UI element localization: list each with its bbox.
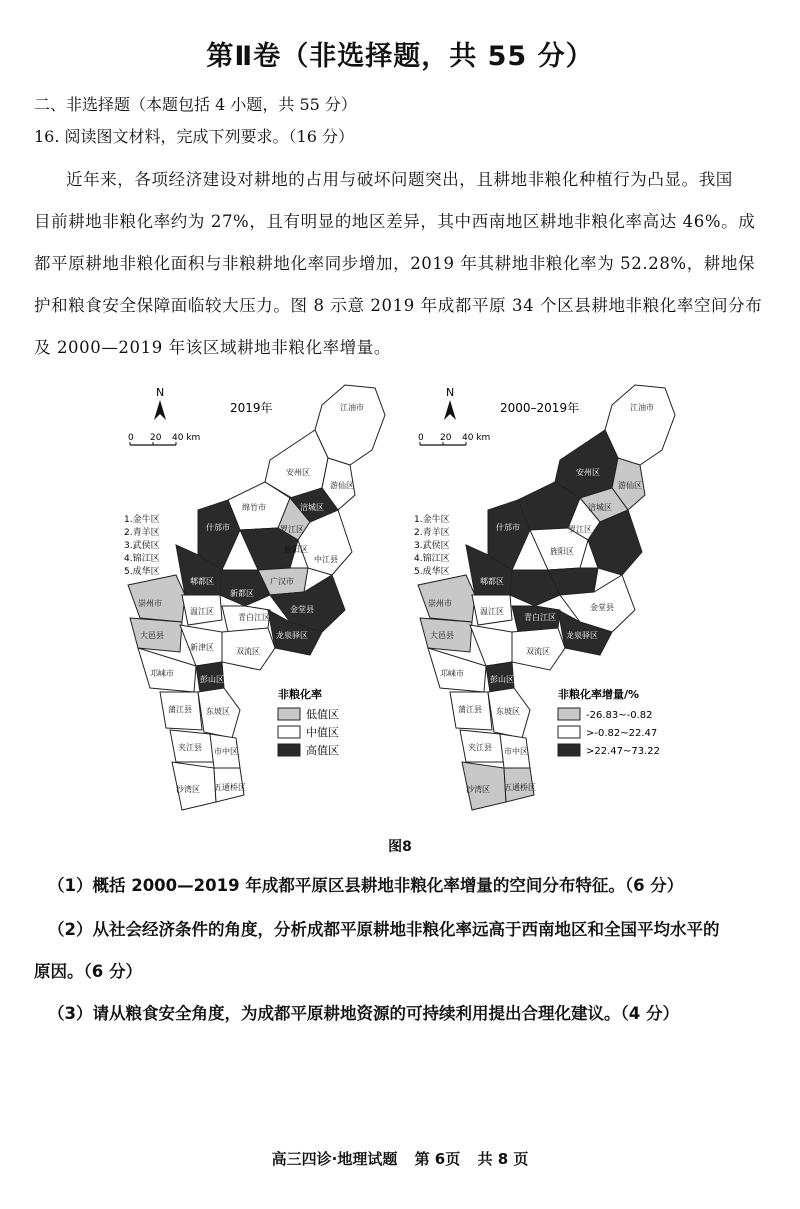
- passage-line: 都平原耕地非粮化面积与非粮耕地化率同步增加，2019 年其耕地非粮化率为 52.28%，耕地保: [34, 254, 756, 273]
- region-label: 崇州市: [428, 599, 452, 608]
- part-heading: 二、非选择题（本题包括 4 小题，共 55 分）: [34, 95, 357, 114]
- region-label: 绵竹市: [242, 503, 266, 512]
- region-label: 沙湾区: [176, 785, 200, 794]
- map-title: 2019年: [230, 401, 273, 415]
- left-map: [124, 385, 385, 810]
- region-label: 中江县: [314, 555, 338, 564]
- district-list-item: 3.武侯区: [124, 541, 160, 551]
- district-list-item: 1.金牛区: [124, 515, 160, 525]
- district-list-item: 5.成华区: [124, 567, 160, 577]
- legend-label: -26.83~-0.82: [586, 710, 653, 721]
- map-title: 2000–2019年: [500, 401, 580, 415]
- region-label: 温江区: [190, 607, 214, 616]
- region-label: 龙泉驿区: [276, 631, 308, 640]
- region-label: 邛崃市: [150, 669, 174, 678]
- legend-swatch-low: [278, 708, 300, 720]
- region-label: 新津区: [190, 643, 214, 652]
- scale-end: 40 km: [172, 433, 201, 443]
- page-footer: [0, 1148, 800, 1169]
- district-list-item: 2.青羊区: [414, 528, 450, 538]
- region-label: 涪城区: [588, 503, 612, 512]
- region-label: 郫都区: [190, 577, 214, 586]
- region-label: 大邑县: [140, 631, 164, 640]
- sub-question-2: （2）从社会经济条件的角度，分析成都平原耕地非粮化率远高于西南地区和全国平均水平的: [48, 920, 720, 939]
- region-label: 什邡市: [206, 523, 230, 532]
- question-heading: 16. 阅读图文材料，完成下列要求。（16 分）: [34, 127, 354, 146]
- right-map: [414, 385, 675, 810]
- region-label: 罗江区: [280, 525, 304, 534]
- region-label: 双流区: [236, 647, 260, 656]
- region-label: 东坡区: [496, 707, 520, 716]
- region-label: 金堂县: [290, 605, 314, 614]
- region-label: 夹江县: [468, 743, 492, 752]
- region-label: 罗江区: [568, 525, 592, 534]
- region-label: 什邡市: [496, 523, 520, 532]
- sub-question-1: （1）概括 2000—2019 年成都平原区县耕地非粮化率增量的空间分布特征。（6 分）: [48, 876, 684, 895]
- legend-swatch-mid: [278, 726, 300, 738]
- footer-total: 共 8 页: [477, 1150, 529, 1168]
- district-list-item: 1.金牛区: [414, 515, 450, 525]
- footer-exam: 高三四诊·地理试题: [271, 1150, 398, 1168]
- legend-label: 低值区: [306, 708, 339, 721]
- region-label: 旌阳区: [550, 547, 574, 556]
- scale-zero: 0: [418, 433, 424, 443]
- district-list-item: 3.武侯区: [414, 541, 450, 551]
- region-label: 江油市: [630, 403, 654, 412]
- north-label: N: [156, 386, 165, 399]
- region-label: 温江区: [480, 607, 504, 616]
- legend-title: 非粮化率增量/%: [558, 688, 640, 701]
- scale-end: 40 km: [462, 433, 491, 443]
- district-list-item: 2.青羊区: [124, 528, 160, 538]
- region-label: 游仙区: [618, 481, 642, 490]
- legend-label: >22.47~73.22: [586, 746, 661, 757]
- north-arrow-icon: [154, 400, 166, 420]
- region-label: 蒲江县: [458, 705, 482, 714]
- footer-page: 第 6页: [414, 1150, 461, 1168]
- sub-question-3: （3）请从粮食安全角度，为成都平原耕地资源的可持续利用提出合理化建议。（4 分）: [48, 1004, 679, 1023]
- region-label: 安州区: [286, 468, 310, 477]
- region-label: 青白江区: [238, 613, 270, 622]
- section-title: 第Ⅱ卷（非选择题，共 55 分）: [206, 41, 594, 72]
- region-label: 龙泉驿区: [566, 631, 598, 640]
- district-list-item: 5.成华区: [414, 567, 450, 577]
- legend-label: >-0.82~22.47: [586, 728, 658, 739]
- region-label: 蒲江县: [168, 705, 192, 714]
- figure-caption: 图8: [388, 839, 412, 855]
- region-label: 彭山区: [490, 675, 514, 684]
- region-label: 彭山区: [200, 675, 224, 684]
- legend-swatch-mid: [558, 726, 580, 738]
- region-label: 大邑县: [430, 631, 454, 640]
- region-label: 沙湾区: [466, 785, 490, 794]
- region-label: 游仙区: [330, 481, 354, 490]
- passage-line: 近年来，各项经济建设对耕地的占用与破坏问题突出，且耕地非粮化种植行为凸显。我国: [66, 170, 733, 189]
- region-label: 双流区: [526, 647, 550, 656]
- sub-question-2-cont: 原因。（6 分）: [34, 962, 142, 981]
- region-label: 安州区: [576, 468, 600, 477]
- district-list-item: 4.锦江区: [414, 554, 450, 564]
- scale-mid: 20: [150, 433, 162, 443]
- region-xinjin: [470, 625, 512, 666]
- region-label: 金堂县: [590, 603, 614, 612]
- region-label: 崇州市: [138, 599, 162, 608]
- figure-8: [110, 370, 710, 850]
- region-label: 广汉市: [270, 577, 294, 586]
- region-label: 新都区: [230, 589, 254, 598]
- legend-label: 中值区: [306, 726, 339, 739]
- passage-line: 目前耕地非粮化率约为 27%，且有明显的地区差异，其中西南地区耕地非粮化率高达 46%。成: [34, 212, 756, 231]
- region-label: 江油市: [340, 403, 364, 412]
- district-list-item: 4.锦江区: [124, 554, 160, 564]
- north-arrow-icon: [444, 400, 456, 420]
- region-label: 夹江县: [178, 743, 202, 752]
- region-label: 涪城区: [300, 503, 324, 512]
- region-label: 旌阳区: [284, 545, 308, 554]
- legend-label: 高值区: [306, 744, 339, 757]
- region-label: 市中区: [504, 747, 528, 756]
- legend-swatch-low: [558, 708, 580, 720]
- north-label: N: [446, 386, 455, 399]
- passage-line: 护和粮食安全保障面临较大压力。图 8 示意 2019 年成都平原 34 个区县耕地非粮化率空间分布: [34, 296, 763, 315]
- legend-title: 非粮化率: [278, 688, 322, 701]
- region-label: 市中区: [214, 747, 238, 756]
- region-label: 五通桥区: [214, 783, 246, 792]
- passage-line: 及 2000—2019 年该区域耕地非粮化率增量。: [34, 338, 391, 357]
- region-label: 邛崃市: [440, 669, 464, 678]
- region-label: 五通桥区: [504, 783, 536, 792]
- legend-swatch-high: [278, 744, 300, 756]
- region-label: 东坡区: [206, 707, 230, 716]
- region-label: 青白江区: [524, 613, 556, 622]
- legend-swatch-high: [558, 744, 580, 756]
- scale-mid: 20: [440, 433, 452, 443]
- region-label: 郫都区: [480, 577, 504, 586]
- scale-zero: 0: [128, 433, 134, 443]
